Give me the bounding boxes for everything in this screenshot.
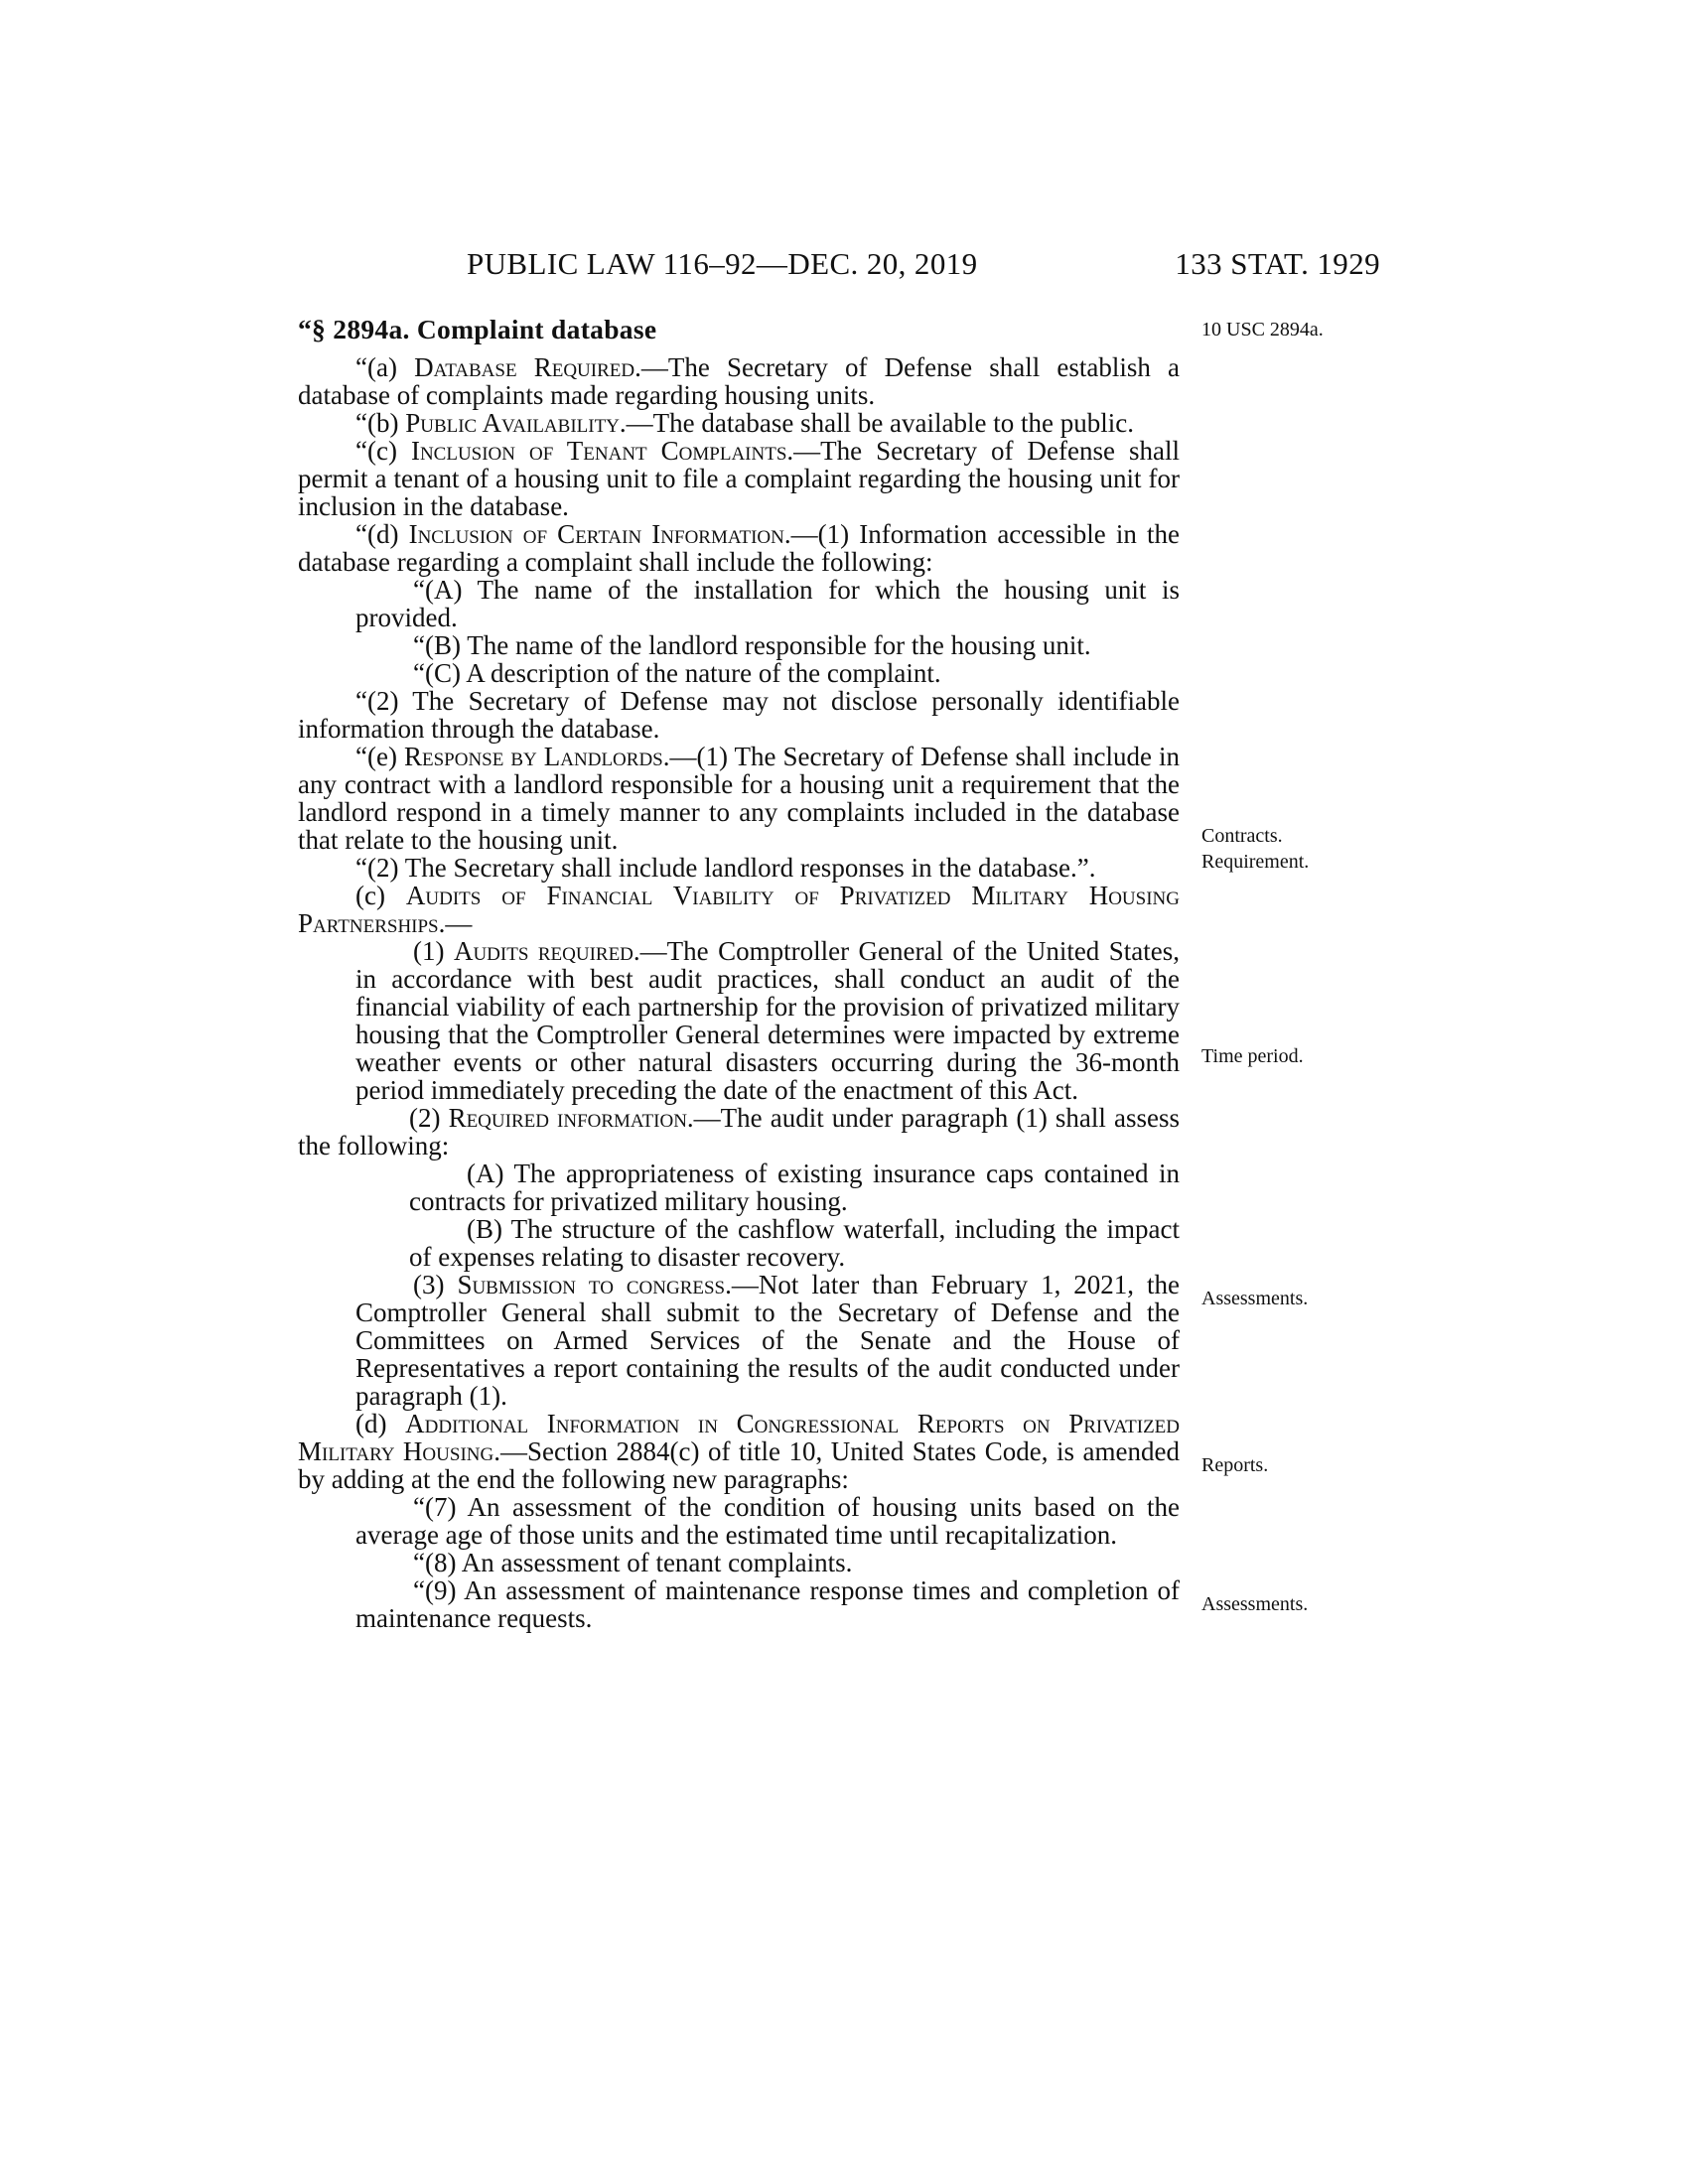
section-title: “§ 2894a. Complaint database: [298, 314, 657, 344]
paragraph-e: “(e) Response by Landlords.—(1) The Secretary of Defense shall include in any contract with a landlord responsible for a housing unit a requirement that the landlord respond in a timely manner to any complaints included in the database that relate to the housing unit.: [298, 742, 1180, 855]
margin-note-contracts: Contracts.: [1201, 825, 1283, 847]
margin-note-time-period: Time period.: [1201, 1045, 1304, 1067]
subsection-d: (d) Additional Information in Congressional Reports on Privatized Military Housing.—Section 2884(c) of title 10, United States Code, is amended by adding at the end the following new paragraphs:: [298, 1409, 1181, 1494]
margin-note-assessments-2: Assessments.: [1201, 1593, 1309, 1615]
paragraph-c-2: (2) Required information.—The audit under paragraph (1) shall assess the following:: [298, 1103, 1180, 1160]
paragraph-e-2: “(2) The Secretary shall include landlord responses in the database.”.: [355, 853, 1096, 883]
subparagraph-c-2-a: (A) The appropriateness of existing insurance caps contained in contracts for privatized military housing.: [409, 1159, 1180, 1216]
subparagraph-d-a: “(A) The name of the installation for which the housing unit is provided.: [355, 575, 1180, 632]
public-law-citation: PUBLIC LAW 116–92—DEC. 20, 2019: [467, 246, 978, 281]
paragraph-b: “(b) Public Availability.—The database shall be available to the public.: [355, 408, 1134, 438]
statute-body: [298, 316, 1180, 1632]
subsection-c: (c) Audits of Financial Viability of Privatized Military Housing Partnerships.—: [298, 881, 1180, 938]
page-header: [298, 246, 1380, 296]
new-paragraph-9: “(9) An assessment of maintenance response times and completion of maintenance requests.: [355, 1575, 1180, 1633]
margin-note-requirement: Requirement.: [1201, 851, 1310, 873]
subparagraph-d-b: “(B) The name of the landlord responsible for the housing unit.: [413, 630, 1091, 660]
subparagraph-d-c: “(C) A description of the nature of the complaint.: [413, 658, 941, 688]
paragraph-d: “(d) Inclusion of Certain Information.—(1) Information accessible in the database regarding a complaint shall include the following:: [298, 519, 1180, 577]
new-paragraph-8: “(8) An assessment of tenant complaints.: [413, 1548, 853, 1577]
paragraph-c: “(c) Inclusion of Tenant Complaints.—The Secretary of Defense shall permit a tenant of a housing unit to file a complaint regarding the housing unit for inclusion in the database.: [298, 436, 1180, 521]
paragraph-a: “(a) Database Required.—The Secretary of Defense shall establish a database of complaints made regarding housing units.: [298, 352, 1180, 410]
margin-note-assessments: Assessments.: [1201, 1288, 1309, 1309]
paragraph-c-3: (3) Submission to congress.—Not later than February 1, 2021, the Comptroller General shall submit to the Secretary of Defense and the Committees on Armed Services of the Senate and the House of Representatives a report containing the results of the audit conducted under paragraph (1).: [355, 1270, 1180, 1411]
margin-note-usc: 10 USC 2894a.: [1201, 319, 1324, 341]
new-paragraph-7: “(7) An assessment of the condition of housing units based on the average age of those units and the estimated time until recapitalization.: [355, 1492, 1180, 1550]
statute-page-number: 133 STAT. 1929: [1175, 246, 1380, 281]
margin-note-reports: Reports.: [1201, 1454, 1269, 1476]
subparagraph-c-2-b: (B) The structure of the cashflow waterfall, including the impact of expenses relating to disaster recovery.: [409, 1214, 1180, 1272]
paragraph-d-2: “(2) The Secretary of Defense may not disclose personally identifiable information through the database.: [298, 686, 1180, 744]
paragraph-c-1: (1) Audits required.—The Comptroller General of the United States, in accordance with best audit practices, shall conduct an audit of the financial viability of each partnership for the provision of privatized military housing that the Comptroller General determines were impacted by extreme weather events or other natural disasters occurring during the 36-month period immediately preceding the date of the enactment of this Act.: [355, 936, 1181, 1105]
